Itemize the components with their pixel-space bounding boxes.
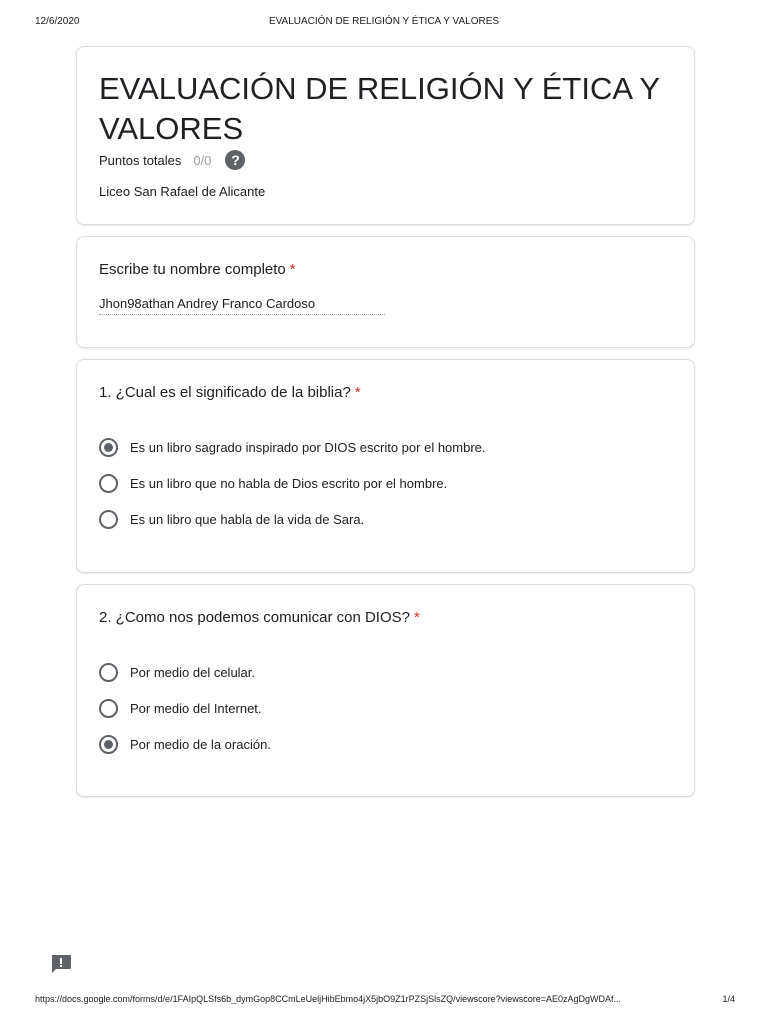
total-points	[99, 149, 245, 171]
question-title	[99, 261, 296, 278]
print-header	[0, 16, 768, 30]
radio-option-label: Es un libro que habla de la vida de Sara.	[130, 511, 365, 527]
required-asterisk: *	[413, 609, 420, 626]
radio-option[interactable]	[99, 436, 486, 458]
radio-option[interactable]	[99, 508, 364, 530]
form-header-card	[76, 46, 695, 225]
print-url: https://docs.google.com/forms/d/e/1FAIpQLSfs6b_dymGop8CCmLeUeljHibEbmo4jX5jbO9Z1rPZSjSlsZQ/viewscore?viewscore=AE0zAgDgWDAf...	[35, 994, 621, 1004]
form-description: Liceo San Rafael de Alicante	[99, 184, 266, 199]
points-label: Puntos totales	[99, 152, 182, 168]
radio-option-label: Por medio del Internet.	[130, 700, 262, 716]
question-title-text: Escribe tu nombre completo	[99, 261, 286, 278]
name-answer: Jhon98athan Andrey Franco Cardoso	[99, 296, 385, 315]
radio-option-label: Por medio del celular.	[130, 664, 256, 680]
print-document-title: EVALUACIÓN DE RELIGIÓN Y ÉTICA Y VALORES	[268, 16, 500, 27]
question-title-text: 2. ¿Como nos podemos comunicar con DIOS?	[99, 609, 410, 626]
radio-option-label: Por medio de la oración.	[130, 736, 271, 752]
radio-option[interactable]	[99, 472, 447, 494]
question-card-name	[76, 236, 695, 348]
question-title-text: 1. ¿Cual es el significado de la biblia?	[99, 384, 351, 401]
radio-button[interactable]	[99, 510, 118, 529]
question-card-2	[76, 584, 695, 797]
radio-option[interactable]	[99, 661, 255, 683]
required-asterisk: *	[289, 261, 296, 278]
radio-option[interactable]	[99, 697, 262, 719]
form-title: EVALUACIÓN DE RELIGIÓN Y ÉTICA Y VALORES	[99, 71, 660, 146]
radio-option[interactable]	[99, 733, 271, 755]
radio-button[interactable]	[99, 699, 118, 718]
question-card-1	[76, 359, 695, 573]
radio-button[interactable]	[99, 438, 118, 457]
radio-button[interactable]	[99, 474, 118, 493]
question-title	[99, 384, 361, 401]
radio-option-label: Es un libro sagrado inspirado por DIOS escrito por el hombre.	[130, 439, 486, 455]
radio-option-label: Es un libro que no habla de Dios escrito por el hombre.	[130, 475, 448, 491]
help-circle-icon[interactable]: ?	[225, 150, 245, 170]
points-value: 0/0	[193, 152, 212, 168]
question-title	[99, 609, 420, 626]
feedback-icon[interactable]	[50, 954, 72, 974]
print-footer	[0, 994, 768, 1008]
page-number: 1/4	[722, 994, 735, 1004]
print-date: 12/6/2020	[35, 16, 80, 27]
radio-button[interactable]	[99, 735, 118, 754]
radio-button[interactable]	[99, 663, 118, 682]
required-asterisk: *	[354, 384, 361, 401]
